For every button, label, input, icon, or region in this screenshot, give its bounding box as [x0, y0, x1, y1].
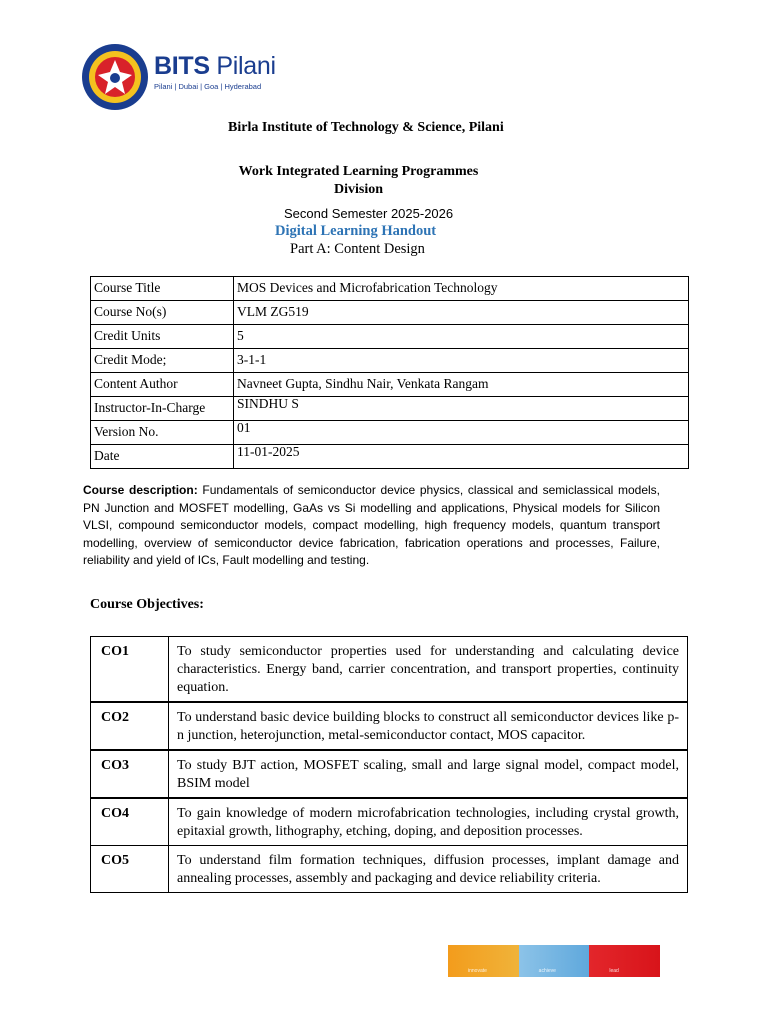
- objective-text: To study BJT action, MOSFET scaling, small and large signal model, compact model, BSIM model: [169, 750, 688, 798]
- info-row: [91, 277, 689, 301]
- banner-word: achieve: [538, 968, 556, 974]
- institute-name: Birla Institute of Technology & Science, Pilani: [228, 120, 504, 135]
- description-label: Course description:: [83, 483, 198, 497]
- info-value: Navneet Gupta, Sindhu Nair, Venkata Rangam: [234, 373, 689, 397]
- banner-word: innovate: [468, 968, 487, 974]
- info-value: 11-01-2025: [234, 445, 689, 469]
- info-label: Credit Mode;: [91, 349, 234, 373]
- info-label: Instructor-In-Charge: [91, 397, 234, 421]
- banner-blue: [519, 945, 590, 977]
- info-row: [91, 397, 689, 421]
- info-row: [91, 421, 689, 445]
- objective-text: To gain knowledge of modern microfabrication technologies, including crystal growth, epitaxial growth, lithography, etching, doping, and deposition processes.: [169, 798, 688, 846]
- objective-id: CO1: [91, 637, 169, 703]
- info-label: Course Title: [91, 277, 234, 301]
- info-value: MOS Devices and Microfabrication Technology: [234, 277, 689, 301]
- info-value: SINDHU S: [234, 397, 689, 421]
- objective-text: To understand film formation techniques, diffusion processes, implant damage and annealing processes, assembly and packaging and device reliability criteria.: [169, 846, 688, 893]
- banner-orange: [448, 945, 519, 977]
- objective-row: [91, 702, 688, 750]
- course-description: [83, 482, 660, 570]
- info-label: Course No(s): [91, 301, 234, 325]
- objectives-heading: Course Objectives:: [90, 597, 204, 612]
- info-value: VLM ZG519: [234, 301, 689, 325]
- info-row: [91, 349, 689, 373]
- objective-id: CO3: [91, 750, 169, 798]
- banner-word: lead: [609, 968, 619, 974]
- info-row: [91, 373, 689, 397]
- info-row: [91, 445, 689, 469]
- handout-title: Digital Learning Handout: [275, 223, 437, 239]
- objective-row: [91, 637, 688, 703]
- objective-row: [91, 750, 688, 798]
- info-label: Content Author: [91, 373, 234, 397]
- division-name: Work Integrated Learning Programmes Division: [238, 164, 479, 197]
- info-value: 5: [234, 325, 689, 349]
- info-label: Credit Units: [91, 325, 234, 349]
- logo-wordmark: BITS Pilani: [154, 52, 276, 80]
- objectives-table: [90, 636, 688, 893]
- objective-id: CO5: [91, 846, 169, 893]
- part-title: Part A: Content Design: [290, 241, 425, 257]
- info-row: [91, 325, 689, 349]
- bits-pilani-logo: [80, 42, 280, 112]
- semester-label: Second Semester 2025-2026: [284, 206, 454, 221]
- banner-red: [589, 945, 660, 977]
- objective-id: CO4: [91, 798, 169, 846]
- footer-banner: [448, 945, 660, 977]
- objective-text: To understand basic device building blocks to construct all semiconductor devices like p-n junction, heterojunction, metal-semiconductor contact, MOS capacitor.: [169, 702, 688, 750]
- info-label: Date: [91, 445, 234, 469]
- objective-id: CO2: [91, 702, 169, 750]
- bits-seal-icon: [80, 42, 150, 112]
- logo-campuses: Pilani | Dubai | Goa | Hyderabad: [154, 82, 262, 91]
- objective-row: [91, 846, 688, 893]
- description-text: Fundamentals of semiconductor device physics, classical and semiclassical models, PN Junction and MOSFET modelling, GaAs vs Si modelling and applications, Physical models for Silicon VLSI, compound semiconductor models, compact modelling, high frequency models, quantum transport modelling, overview of semiconductor device fabrication, fabrication operations and processes, Failure, reliability and yield of ICs, Fault modelling and testing.: [83, 483, 660, 568]
- objective-text: To study semiconductor properties used for understanding and calculating device characteristics. Energy band, carrier concentration, and transport properties, continuity equation.: [169, 637, 688, 703]
- info-value: 01: [234, 421, 689, 445]
- course-info-table: [90, 276, 689, 469]
- info-value: 3-1-1: [234, 349, 689, 373]
- objective-row: [91, 798, 688, 846]
- info-label: Version No.: [91, 421, 234, 445]
- info-row: [91, 301, 689, 325]
